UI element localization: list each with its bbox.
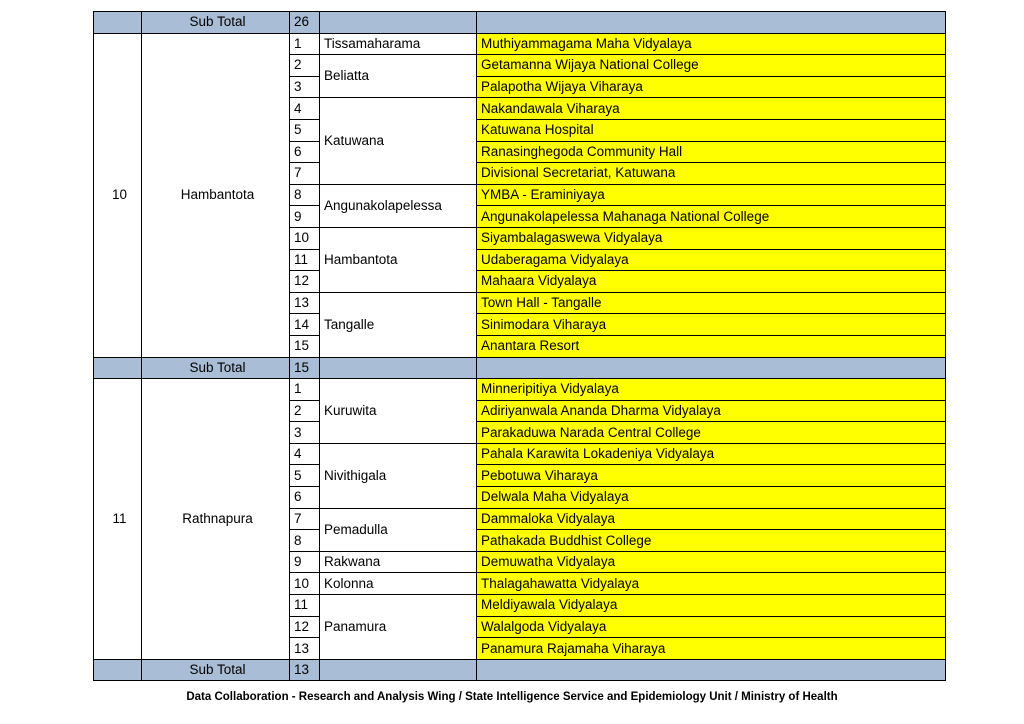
center-name: Getamanna Wijaya National College — [477, 55, 946, 77]
center-index: 11 — [290, 595, 320, 617]
center-index: 12 — [290, 271, 320, 293]
center-index: 9 — [290, 206, 320, 228]
district-name: Hambantota — [142, 33, 290, 357]
center-index: 2 — [290, 55, 320, 77]
center-index: 11 — [290, 249, 320, 271]
center-name: Angunakolapelessa Mahanaga National College — [477, 206, 946, 228]
center-index: 1 — [290, 33, 320, 55]
center-index: 8 — [290, 530, 320, 552]
center-index: 13 — [290, 292, 320, 314]
center-index: 4 — [290, 443, 320, 465]
center-name: Muthiyammagama Maha Vidyalaya — [477, 33, 946, 55]
subtotal-count: 26 — [290, 12, 320, 34]
center-index: 3 — [290, 76, 320, 98]
center-name: Panamura Rajamaha Viharaya — [477, 638, 946, 660]
center-name: Adiriyanwala Ananda Dharma Vidyalaya — [477, 400, 946, 422]
moh-area: Beliatta — [320, 55, 477, 98]
center-index: 9 — [290, 551, 320, 573]
subtotal-label: Sub Total — [142, 12, 290, 34]
moh-area: Nivithigala — [320, 443, 477, 508]
moh-area: Katuwana — [320, 98, 477, 184]
center-name: Parakaduwa Narada Central College — [477, 422, 946, 444]
moh-area: Tangalle — [320, 292, 477, 357]
center-index: 4 — [290, 98, 320, 120]
center-index: 13 — [290, 638, 320, 660]
footer-credit: Data Collaboration - Research and Analysis Wing / State Intelligence Service and Epidemiology Unit / Ministry of Health — [186, 691, 838, 703]
center-name: Dammaloka Vidyalaya — [477, 508, 946, 530]
moh-area: Kuruwita — [320, 379, 477, 444]
subtotal-count: 13 — [290, 659, 320, 681]
moh-area: Angunakolapelessa — [320, 184, 477, 227]
center-name: Meldiyawala Vidyalaya — [477, 595, 946, 617]
center-name: Pahala Karawita Lokadeniya Vidyalaya — [477, 443, 946, 465]
center-index: 7 — [290, 163, 320, 185]
center-index: 1 — [290, 379, 320, 401]
vaccination-centers-table — [93, 11, 946, 681]
center-name: Udaberagama Vidyalaya — [477, 249, 946, 271]
subtotal-label: Sub Total — [142, 659, 290, 681]
center-index: 3 — [290, 422, 320, 444]
center-name: Pathakada Buddhist College — [477, 530, 946, 552]
center-name: Walalgoda Vidyalaya — [477, 616, 946, 638]
center-index: 8 — [290, 184, 320, 206]
center-index: 6 — [290, 487, 320, 509]
center-name: Nakandawala Viharaya — [477, 98, 946, 120]
center-name: Town Hall - Tangalle — [477, 292, 946, 314]
center-name: Sinimodara Viharaya — [477, 314, 946, 336]
subtotal-label: Sub Total — [142, 357, 290, 379]
center-name: Siyambalagaswewa Vidyalaya — [477, 227, 946, 249]
center-index: 7 — [290, 508, 320, 530]
subtotal-row — [94, 12, 946, 34]
center-name: Pebotuwa Viharaya — [477, 465, 946, 487]
center-name: Katuwana Hospital — [477, 119, 946, 141]
center-index: 5 — [290, 119, 320, 141]
table-row — [94, 33, 946, 55]
moh-area: Rakwana — [320, 551, 477, 573]
center-name: Minneripitiya Vidyalaya — [477, 379, 946, 401]
center-index: 10 — [290, 227, 320, 249]
center-name: Demuwatha Vidyalaya — [477, 551, 946, 573]
center-index: 12 — [290, 616, 320, 638]
center-name: Ranasinghegoda Community Hall — [477, 141, 946, 163]
district-number: 10 — [94, 33, 142, 357]
center-index: 6 — [290, 141, 320, 163]
center-name: Divisional Secretariat, Katuwana — [477, 163, 946, 185]
moh-area: Tissamaharama — [320, 33, 477, 55]
center-name: Palapotha Wijaya Viharaya — [477, 76, 946, 98]
center-name: YMBA - Eraminiyaya — [477, 184, 946, 206]
center-name: Mahaara Vidyalaya — [477, 271, 946, 293]
moh-area: Hambantota — [320, 227, 477, 292]
center-index: 5 — [290, 465, 320, 487]
moh-area: Kolonna — [320, 573, 477, 595]
center-index: 15 — [290, 335, 320, 357]
center-index: 14 — [290, 314, 320, 336]
moh-area: Panamura — [320, 595, 477, 660]
table-row — [94, 379, 946, 401]
subtotal-count: 15 — [290, 357, 320, 379]
center-name: Anantara Resort — [477, 335, 946, 357]
moh-area: Pemadulla — [320, 508, 477, 551]
center-index: 2 — [290, 400, 320, 422]
center-name: Thalagahawatta Vidyalaya — [477, 573, 946, 595]
center-index: 10 — [290, 573, 320, 595]
district-name: Rathnapura — [142, 379, 290, 660]
center-name: Delwala Maha Vidyalaya — [477, 487, 946, 509]
subtotal-row — [94, 357, 946, 379]
subtotal-row — [94, 659, 946, 681]
district-number: 11 — [94, 379, 142, 660]
